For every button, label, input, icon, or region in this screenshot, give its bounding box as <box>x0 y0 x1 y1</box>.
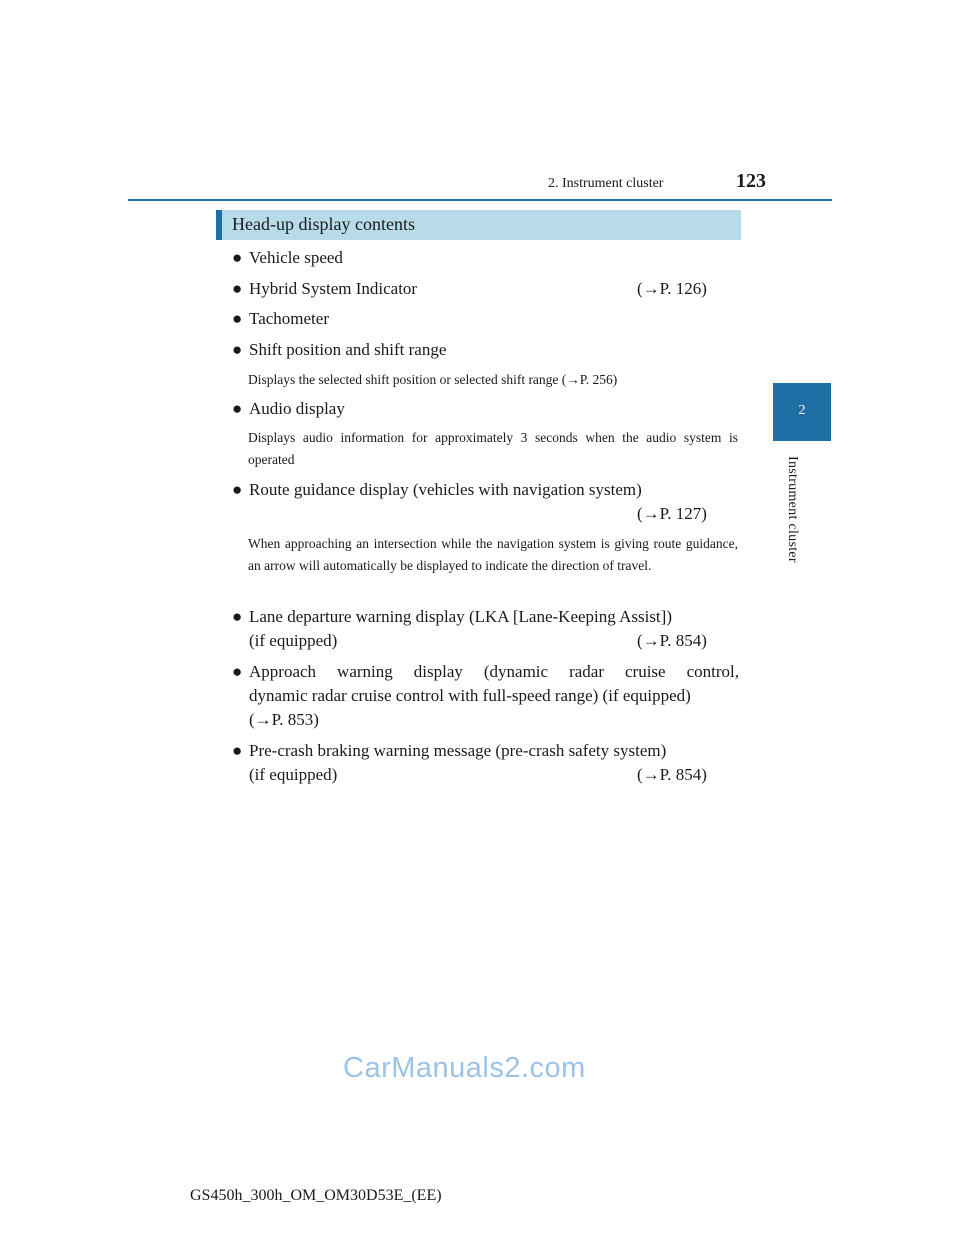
section-heading: Head-up display contents <box>232 214 415 234</box>
bullet-icon: ● <box>232 399 243 418</box>
item-note: Displays the selected shift position or selected shift range (→P. 256) <box>248 372 618 387</box>
item-note: When approaching an intersection while the navigation system is giving route guidance, an arrow will automatically be displayed to indicate the direction of travel. <box>248 536 738 573</box>
bullet-icon: ● <box>232 340 243 359</box>
bullet-icon: ● <box>232 480 243 499</box>
header-section-title: 2. Instrument cluster <box>548 176 664 191</box>
watermark-logo[interactable]: CarManuals2.com <box>343 1052 586 1084</box>
list-item: Lane departure warning display (LKA [Lane-Keeping Assist]) <box>249 607 672 626</box>
list-item: Route guidance display (vehicles with navigation system) <box>249 480 642 499</box>
bullet-icon: ● <box>232 248 243 267</box>
page-reference[interactable]: (→P. 126) <box>637 279 707 298</box>
bullet-icon: ● <box>232 309 243 328</box>
page-reference[interactable]: (→P. 854) <box>637 765 707 784</box>
list-item-continuation: (if equipped) <box>249 765 338 784</box>
list-item: Hybrid System Indicator <box>249 279 418 298</box>
page-reference[interactable]: (→P. 854) <box>637 631 707 650</box>
chapter-tab-number: 2 <box>798 403 806 418</box>
section-heading-box <box>216 210 741 240</box>
page-number: 123 <box>736 170 766 192</box>
list-item: Audio display <box>249 399 345 418</box>
list-item: Approach warning display (dynamic radar cruise control, <box>249 662 739 681</box>
list-item: Vehicle speed <box>249 248 343 267</box>
item-note: Displays audio information for approximately 3 seconds when the audio system is operated <box>248 430 738 467</box>
bullet-icon: ● <box>232 607 243 626</box>
bullet-icon: ● <box>232 662 243 681</box>
page-reference[interactable]: (→P. 853) <box>249 710 319 729</box>
list-item: Shift position and shift range <box>249 340 447 359</box>
chapter-tab[interactable] <box>773 383 831 441</box>
page-reference[interactable]: (→P. 127) <box>637 504 707 523</box>
list-item: Tachometer <box>249 309 329 328</box>
list-item: Pre-crash braking warning message (pre-crash safety system) <box>249 741 667 760</box>
list-item-continuation: dynamic radar cruise control with full-speed range) (if equipped) <box>249 686 691 705</box>
bullet-icon: ● <box>232 741 243 760</box>
chapter-tab-title: Instrument cluster <box>785 456 800 563</box>
list-item-continuation: (if equipped) <box>249 631 338 650</box>
header-rule <box>128 199 832 201</box>
footer-code: GS450h_300h_OM_OM30D53E_(EE) <box>190 1187 442 1204</box>
bullet-icon: ● <box>232 279 243 298</box>
